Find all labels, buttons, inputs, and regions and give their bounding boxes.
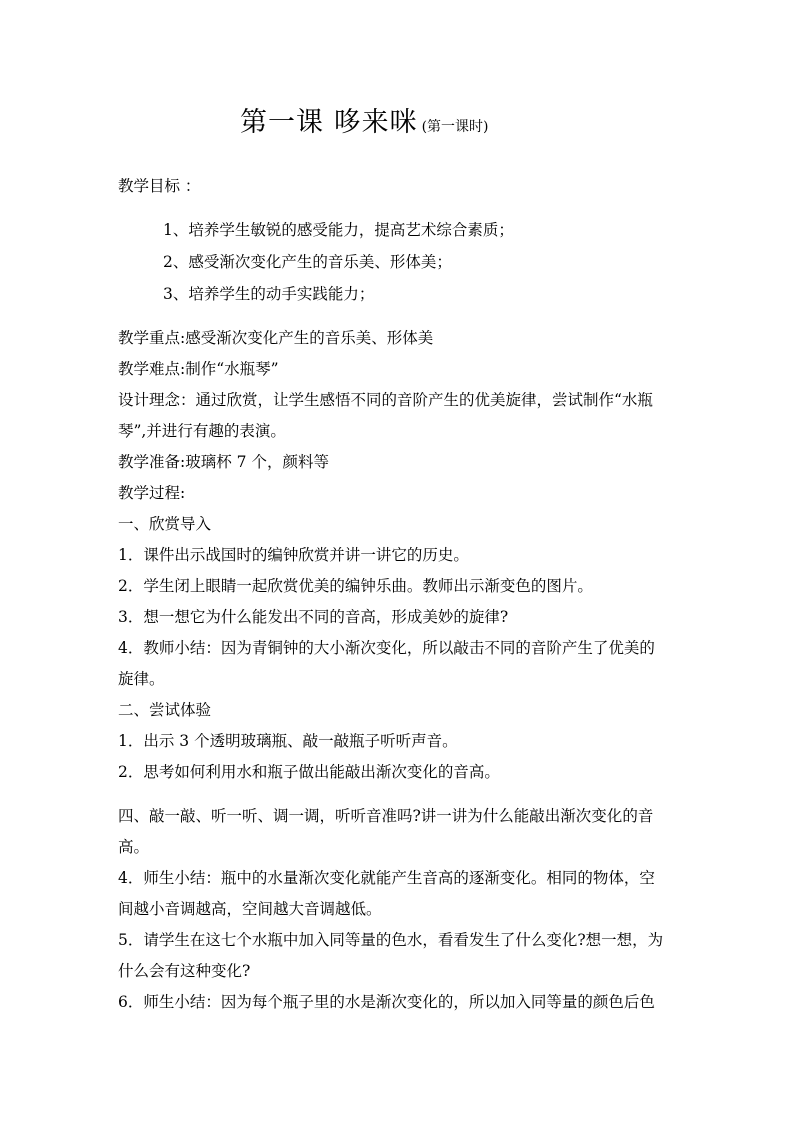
process-step: 6．师生小结：因为每个瓶子里的水是渐次变化的，所以加入同等量的颜色后色 bbox=[118, 993, 655, 1011]
title-sub: (第一课时) bbox=[421, 119, 489, 135]
process-step: 1．出示 3 个透明玻璃瓶、敲一敲瓶子听听声音。 bbox=[118, 732, 458, 750]
section-heading: 四、敲一敲、听一听、调一调，听听音准吗?讲一讲为什么能敲出渐次变化的音 bbox=[118, 807, 654, 825]
process-step: 3．想一想它为什么能发出不同的音高，形成美妙的旋律? bbox=[118, 608, 509, 626]
difficulty-line: 教学难点:制作“水瓶琴” bbox=[118, 360, 279, 378]
process-step: 5．请学生在这七个水瓶中加入同等量的色水，看看发生了什么变化?想一想，为 bbox=[118, 931, 664, 949]
section-heading: 一、欣赏导入 bbox=[118, 515, 212, 533]
process-step-cont: 旋律。 bbox=[118, 670, 165, 688]
lesson-title bbox=[240, 100, 489, 139]
design-concept-line: 设计理念：通过欣赏，让学生感悟不同的音阶产生的优美旋律，尝试制作“水瓶 bbox=[118, 391, 653, 409]
preparation-line: 教学准备:玻璃杯 7 个，颜料等 bbox=[118, 453, 329, 471]
process-step: 4．教师小结：因为青铜钟的大小渐次变化，所以敲击不同的音阶产生了优美的 bbox=[118, 639, 655, 657]
objectives-heading: 教学目标 ： bbox=[118, 177, 201, 195]
process-step: 1．课件出示战国时的编钟欣赏并讲一讲它的历史。 bbox=[118, 546, 469, 564]
objective-item: 3、培养学生的动手实践能力； bbox=[163, 285, 375, 303]
objective-item: 2、感受渐次变化产生的音乐美、形体美； bbox=[163, 253, 452, 271]
key-point-line: 教学重点:感受渐次变化产生的音乐美、形体美 bbox=[118, 329, 434, 347]
title-main: 第一课 哆来咪 bbox=[240, 107, 418, 138]
objective-item: 1、培养学生敏锐的感受能力，提高艺术综合素质； bbox=[163, 221, 514, 239]
section-heading-cont: 高。 bbox=[118, 838, 150, 856]
design-concept-line-cont: 琴”,并进行有趣的表演。 bbox=[118, 422, 286, 440]
process-step: 2．思考如何利用水和瓶子做出能敲出渐次变化的音高。 bbox=[118, 763, 500, 781]
process-step-cont: 间越小音调越高，空间越大音调越低。 bbox=[118, 900, 382, 918]
process-step: 2．学生闭上眼睛一起欣赏优美的编钟乐曲。教师出示渐变色的图片。 bbox=[118, 577, 593, 595]
process-step: 4．师生小结：瓶中的水量渐次变化就能产生音高的逐渐变化。相同的物体，空 bbox=[118, 869, 655, 887]
process-step-cont: 什么会有这种变化? bbox=[118, 962, 251, 980]
section-heading: 二、尝试体验 bbox=[118, 701, 212, 719]
process-heading: 教学过程: bbox=[118, 484, 186, 502]
